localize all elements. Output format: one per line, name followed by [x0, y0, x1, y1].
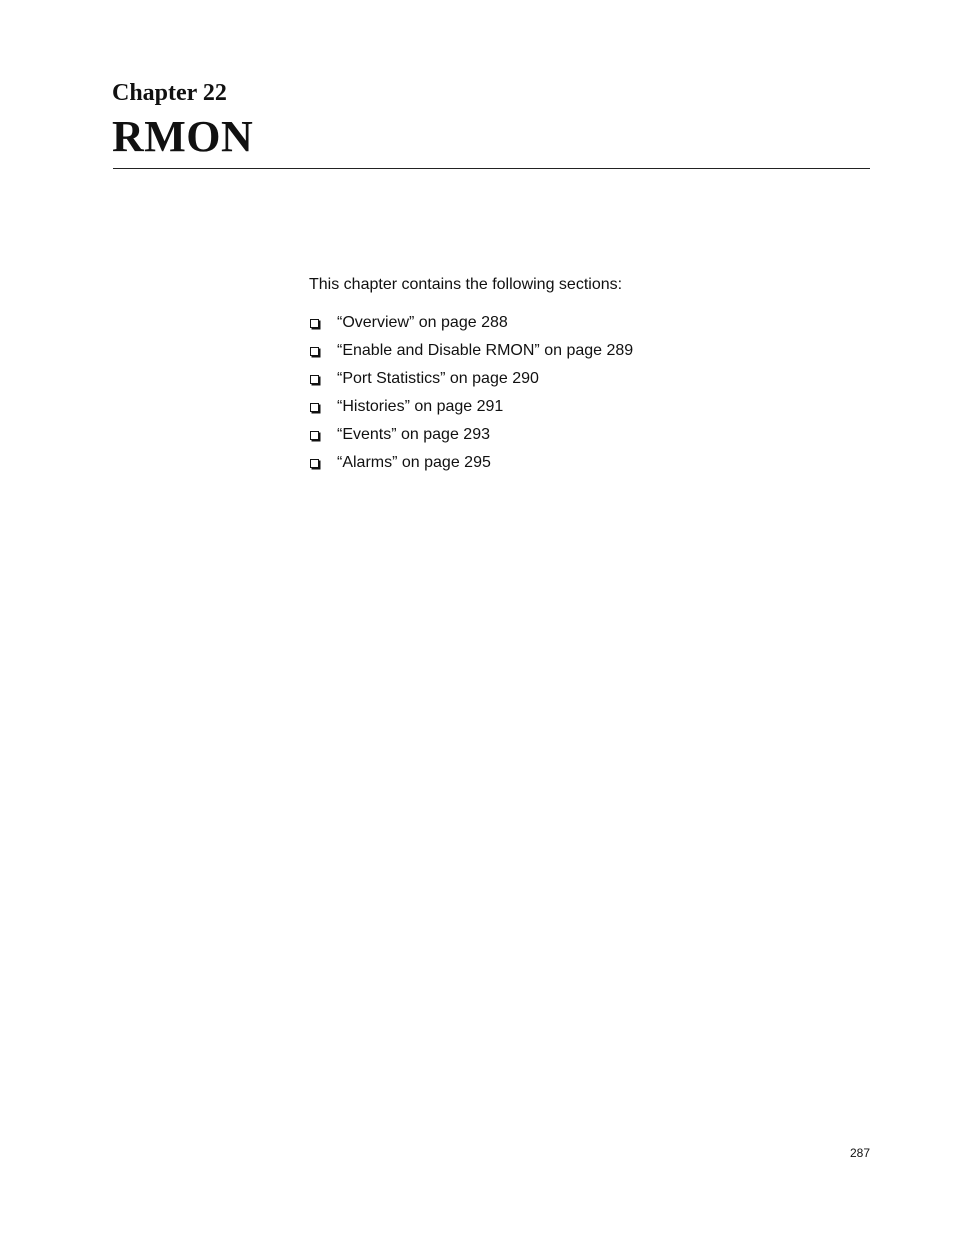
checkbox-bullet-icon — [309, 312, 337, 334]
page-number: 287 — [849, 1146, 870, 1160]
checkbox-bullet-icon — [309, 340, 337, 362]
list-item — [309, 312, 633, 340]
checkbox-bullet-icon — [309, 396, 337, 418]
intro-text: This chapter contains the following sections: — [309, 276, 623, 293]
chapter-title: RMON — [112, 112, 254, 161]
section-list — [309, 312, 633, 480]
chapter-label: Chapter 22 — [112, 80, 227, 106]
list-item — [309, 424, 633, 452]
list-item — [309, 368, 633, 396]
list-item — [309, 340, 633, 368]
section-link-histories[interactable]: “Histories” on page 291 — [337, 398, 504, 415]
list-item — [309, 452, 633, 480]
section-link-enable-disable-rmon[interactable]: “Enable and Disable RMON” on page 289 — [337, 342, 634, 359]
checkbox-bullet-icon — [309, 452, 337, 474]
title-divider — [113, 168, 870, 169]
section-link-events[interactable]: “Events” on page 293 — [337, 426, 490, 443]
section-link-overview[interactable]: “Overview” on page 288 — [337, 314, 508, 331]
section-link-alarms[interactable]: “Alarms” on page 295 — [337, 454, 491, 471]
checkbox-bullet-icon — [309, 424, 337, 446]
section-link-port-statistics[interactable]: “Port Statistics” on page 290 — [337, 370, 539, 387]
checkbox-bullet-icon — [309, 368, 337, 390]
list-item — [309, 396, 633, 424]
